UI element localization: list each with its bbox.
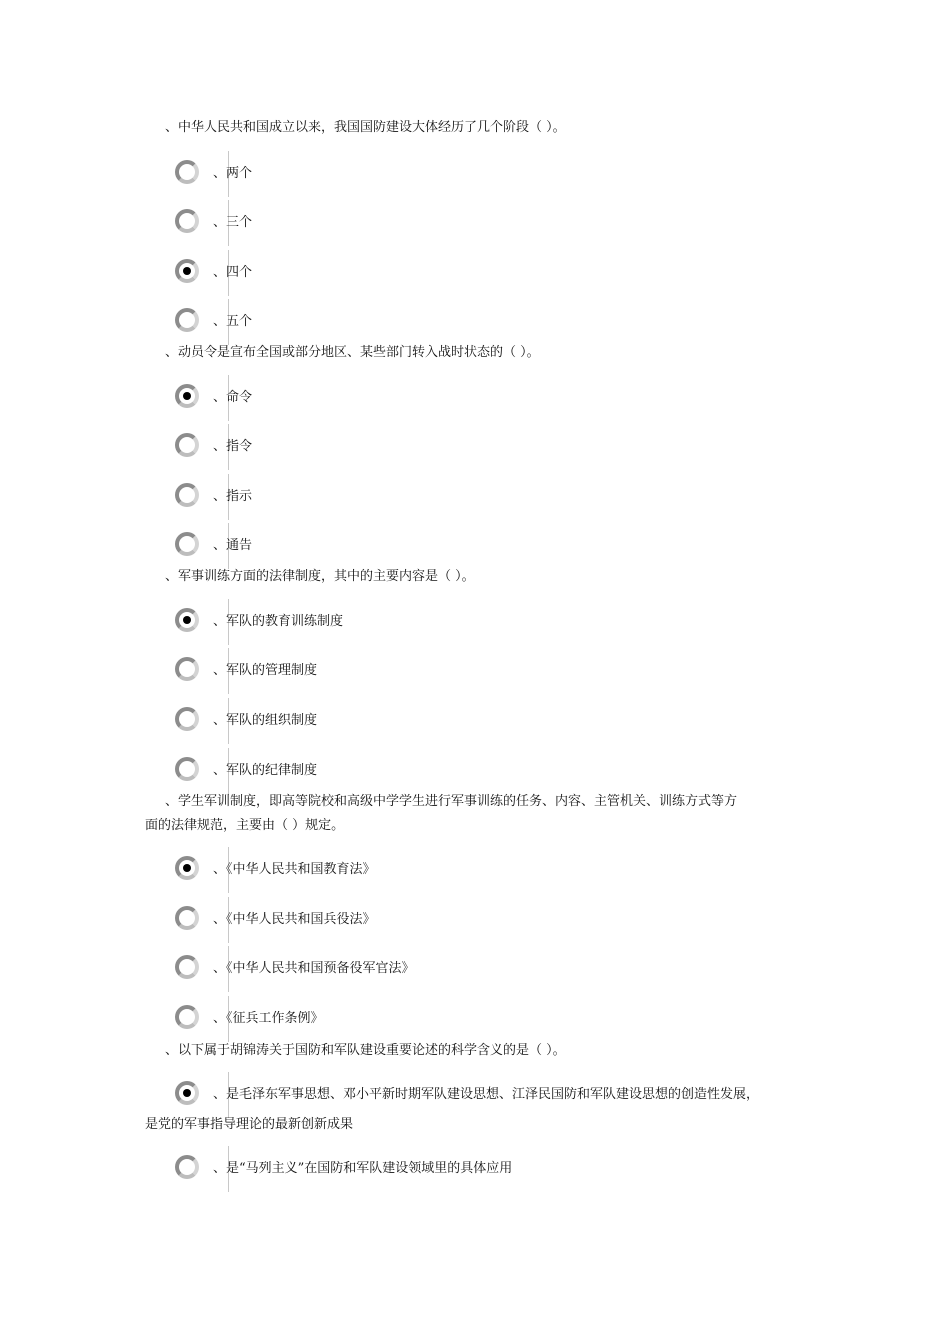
question-4-option-a[interactable] (175, 855, 875, 889)
question-2-option-c[interactable] (175, 482, 875, 516)
question-4-text-line-1: 、学生军训制度，即高等院校和高级中学学生进行军事训练的任务、内容、主管机关、训练方式等方 (165, 794, 738, 809)
radio-selected-icon[interactable] (175, 384, 199, 408)
question-4-text-line-2: 面的法律规范，主要由（ ）规定。 (145, 818, 345, 833)
radio-dot-icon (183, 864, 191, 872)
question-1-option-a[interactable] (175, 159, 875, 193)
radio-dot-icon (183, 1089, 191, 1097)
question-2-text: 、动员令是宣布全国或部分地区、某些部门转入战时状态的（ ）。 (165, 345, 540, 360)
option-label: 、《中华人民共和国兵役法》 (213, 912, 376, 927)
option-label: 、指令 (213, 439, 253, 454)
radio-unselected-icon[interactable] (175, 532, 199, 556)
radio-unselected-icon[interactable] (175, 1155, 199, 1179)
option-label: 、三个 (213, 215, 253, 230)
question-4-option-b[interactable] (175, 905, 875, 939)
question-2-option-a[interactable] (175, 383, 875, 417)
question-1-text: 、中华人民共和国成立以来，我国国防建设大体经历了几个阶段（ ）。 (165, 120, 566, 135)
question-2-option-d[interactable] (175, 531, 875, 565)
radio-dot-icon (183, 616, 191, 624)
question-5-option-b[interactable] (175, 1154, 875, 1188)
radio-selected-icon[interactable] (175, 856, 199, 880)
question-5-option-a[interactable] (175, 1080, 875, 1114)
option-label: 、两个 (213, 166, 253, 181)
option-label: 、《征兵工作条例》 (213, 1011, 324, 1026)
radio-unselected-icon[interactable] (175, 433, 199, 457)
option-label: 、军队的组织制度 (213, 713, 318, 728)
question-4-option-c[interactable] (175, 954, 875, 988)
option-label: 、指示 (213, 489, 253, 504)
radio-unselected-icon[interactable] (175, 308, 199, 332)
radio-unselected-icon[interactable] (175, 906, 199, 930)
radio-unselected-icon[interactable] (175, 483, 199, 507)
option-label: 、是毛泽东军事思想、邓小平新时期军队建设思想、江泽民国防和军队建设思想的创造性发展， (213, 1087, 760, 1102)
radio-unselected-icon[interactable] (175, 209, 199, 233)
radio-selected-icon[interactable] (175, 608, 199, 632)
option-label: 、命令 (213, 390, 253, 405)
question-3-text: 、军事训练方面的法律制度，其中的主要内容是（ ）。 (165, 569, 475, 584)
option-label: 、军队的纪律制度 (213, 763, 318, 778)
radio-unselected-icon[interactable] (175, 1005, 199, 1029)
radio-selected-icon[interactable] (175, 1081, 199, 1105)
radio-unselected-icon[interactable] (175, 657, 199, 681)
question-3-option-d[interactable] (175, 756, 875, 790)
question-4-option-d[interactable] (175, 1004, 875, 1038)
option-label: 、五个 (213, 314, 253, 329)
question-3-option-b[interactable] (175, 656, 875, 690)
question-1-option-c[interactable] (175, 258, 875, 292)
radio-unselected-icon[interactable] (175, 160, 199, 184)
option-label: 、军队的教育训练制度 (213, 614, 344, 629)
radio-dot-icon (183, 392, 191, 400)
question-2-option-b[interactable] (175, 432, 875, 466)
option-label: 、军队的管理制度 (213, 663, 318, 678)
option-label: 、通告 (213, 538, 253, 553)
option-label: 、《中华人民共和国预备役军官法》 (213, 961, 415, 976)
radio-dot-icon (183, 267, 191, 275)
question-3-option-c[interactable] (175, 706, 875, 740)
radio-unselected-icon[interactable] (175, 707, 199, 731)
radio-unselected-icon[interactable] (175, 955, 199, 979)
question-5-option-a-continuation: 是党的军事指导理论的最新创新成果 (145, 1117, 354, 1132)
radio-unselected-icon[interactable] (175, 757, 199, 781)
option-label: 、《中华人民共和国教育法》 (213, 862, 376, 877)
question-1-option-d[interactable] (175, 307, 875, 341)
question-5-text: 、以下属于胡锦涛关于国防和军队建设重要论述的科学含义的是（ ）。 (165, 1043, 566, 1058)
radio-selected-icon[interactable] (175, 259, 199, 283)
question-1-option-b[interactable] (175, 208, 875, 242)
question-3-option-a[interactable] (175, 607, 875, 641)
option-label: 、是“马列主义”在国防和军队建设领域里的具体应用 (213, 1161, 513, 1176)
option-label: 、四个 (213, 265, 253, 280)
